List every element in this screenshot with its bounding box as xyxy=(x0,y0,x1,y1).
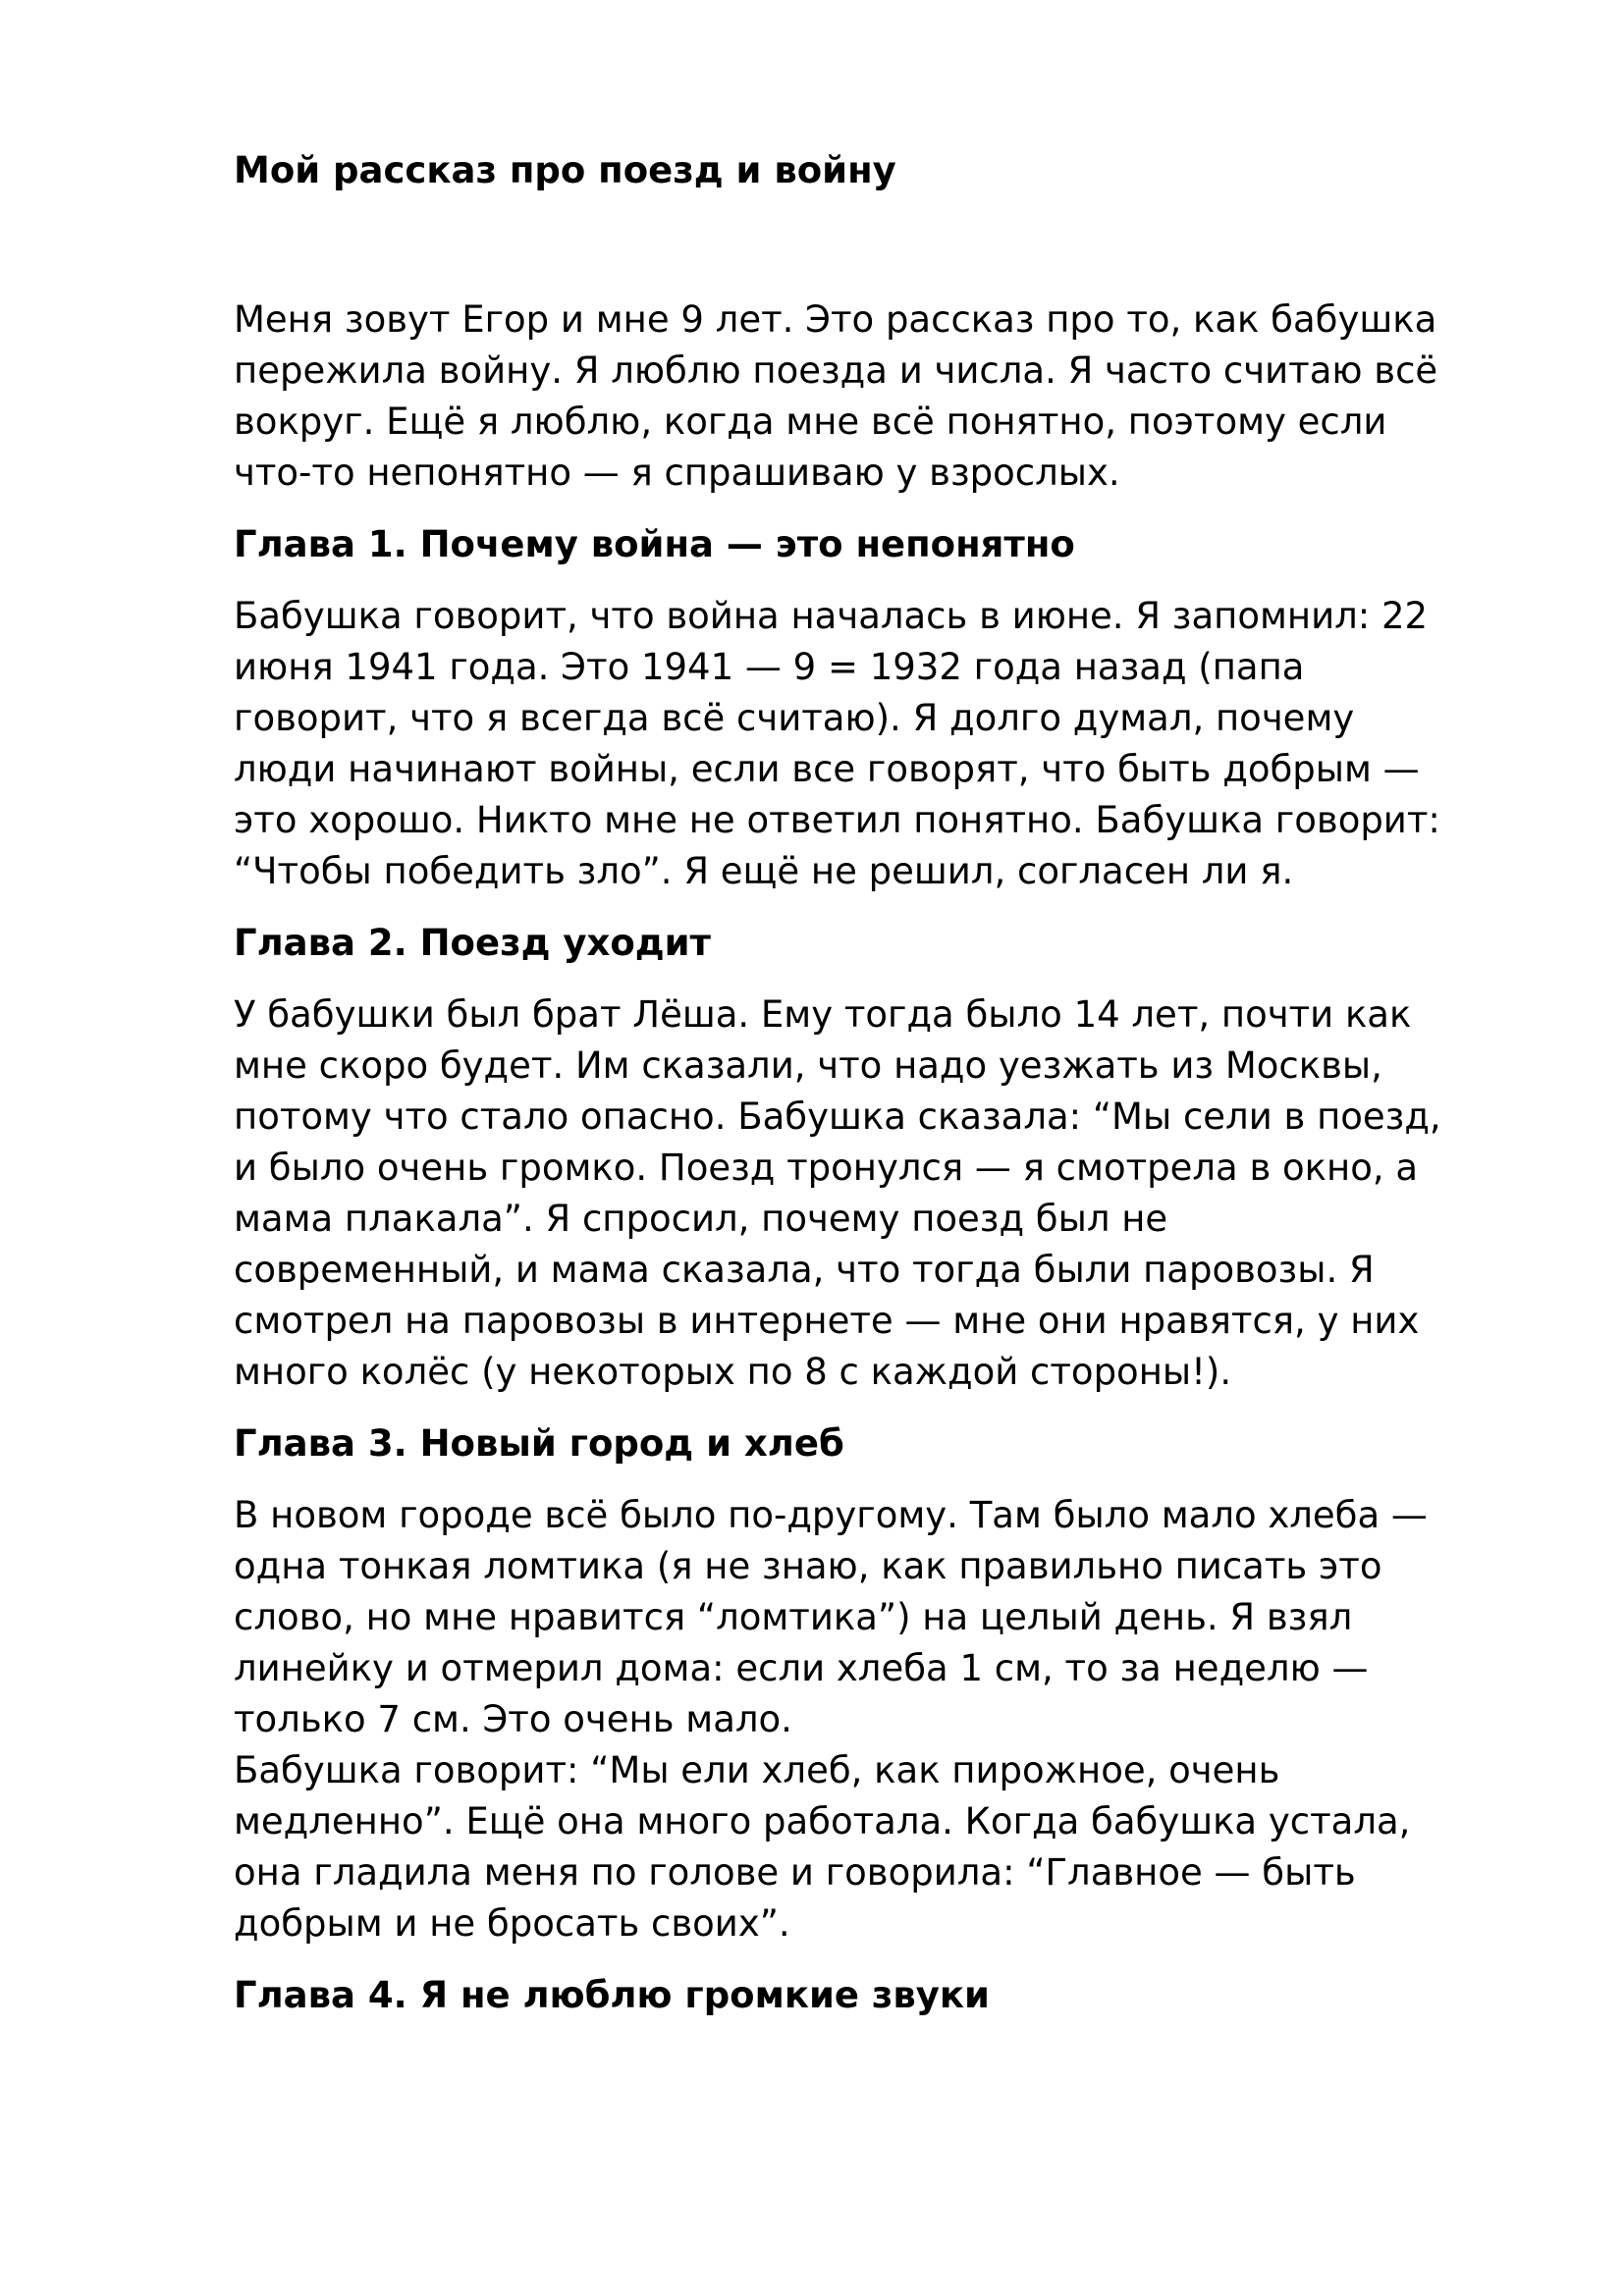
text-line: она гладила меня по голове и говорила: “Главное — быть xyxy=(234,1851,1356,1894)
text-line: что-то непонятно — я спрашиваю у взрослых. xyxy=(234,452,1120,494)
text-line: добрым и не бросать своих”. xyxy=(234,1902,790,1945)
text-line: В новом городе всё было по-другому. Там было мало хлеба — xyxy=(234,1494,1428,1536)
text-line: мама плакала”. Я спросил, почему поезд был не xyxy=(234,1198,1168,1240)
text-line: слово, но мне нравится “ломтика”) на целый день. Я взял xyxy=(234,1596,1353,1638)
document-body xyxy=(234,294,1540,2021)
text-line: Меня зовут Егор и мне 9 лет. Это рассказ про то, как бабушка xyxy=(234,298,1437,341)
text-line: и было очень громко. Поезд тронулся — я смотрела в окно, а xyxy=(234,1147,1419,1189)
text-line: Бабушка говорит: “Мы ели хлеб, как пирожное, очень xyxy=(234,1749,1280,1791)
text-line: Бабушка говорит, что война началась в июне. Я запомнил: 22 xyxy=(234,595,1429,637)
text-line: потому что стало опасно. Бабушка сказала: “Мы сели в поезд, xyxy=(234,1095,1441,1138)
text-line: одна тонкая ломтика (я не знаю, как правильно писать это xyxy=(234,1545,1382,1587)
chapter-3-heading: Глава 3. Новый город и хлеб xyxy=(234,1422,844,1465)
text-line: июня 1941 года. Это 1941 — 9 = 1932 года назад (папа xyxy=(234,646,1305,688)
intro-paragraph xyxy=(234,294,1540,499)
text-line: медленно”. Ещё она много работала. Когда бабушка устала, xyxy=(234,1800,1411,1842)
chapter-1-heading: Глава 1. Почему война — это непонятно xyxy=(234,523,1075,565)
text-line: только 7 см. Это очень мало. xyxy=(234,1698,792,1740)
chapter-2-paragraph xyxy=(234,989,1540,1398)
chapter-4-heading: Глава 4. Я не люблю громкие звуки xyxy=(234,1974,990,2016)
text-line: мне скоро будет. Им сказали, что надо уезжать из Москвы, xyxy=(234,1044,1382,1087)
text-line: это хорошо. Никто мне не ответил понятно. Бабушка говорит: xyxy=(234,799,1440,841)
text-line: пережила войну. Я люблю поезда и числа. Я часто считаю всё xyxy=(234,349,1438,392)
text-line: говорит, что я всегда всё считаю). Я долго думал, почему xyxy=(234,697,1355,739)
text-line: вокруг. Ещё я люблю, когда мне всё понятно, поэтому если xyxy=(234,400,1387,443)
text-line: У бабушки был брат Лёша. Ему тогда было 14 лет, почти как xyxy=(234,993,1412,1036)
text-line: линейку и отмерил дома: если хлеба 1 см, то за неделю — xyxy=(234,1647,1369,1689)
text-line: люди начинают войны, если все говорят, что быть добрым — xyxy=(234,748,1420,790)
text-line: современный, и мама сказала, что тогда были паровозы. Я xyxy=(234,1249,1375,1291)
chapter-1-paragraph xyxy=(234,591,1540,897)
document-title: Мой рассказ про поезд и войну xyxy=(234,149,896,191)
chapter-3-paragraph xyxy=(234,1490,1540,1949)
text-line: смотрел на паровозы в интернете — мне они нравятся, у них xyxy=(234,1300,1420,1342)
text-line: много колёс (у некоторых по 8 с каждой стороны!). xyxy=(234,1351,1232,1393)
text-line: “Чтобы победить зло”. Я ещё не решил, согласен ли я. xyxy=(234,850,1294,892)
chapter-2-heading: Глава 2. Поезд уходит xyxy=(234,922,711,964)
